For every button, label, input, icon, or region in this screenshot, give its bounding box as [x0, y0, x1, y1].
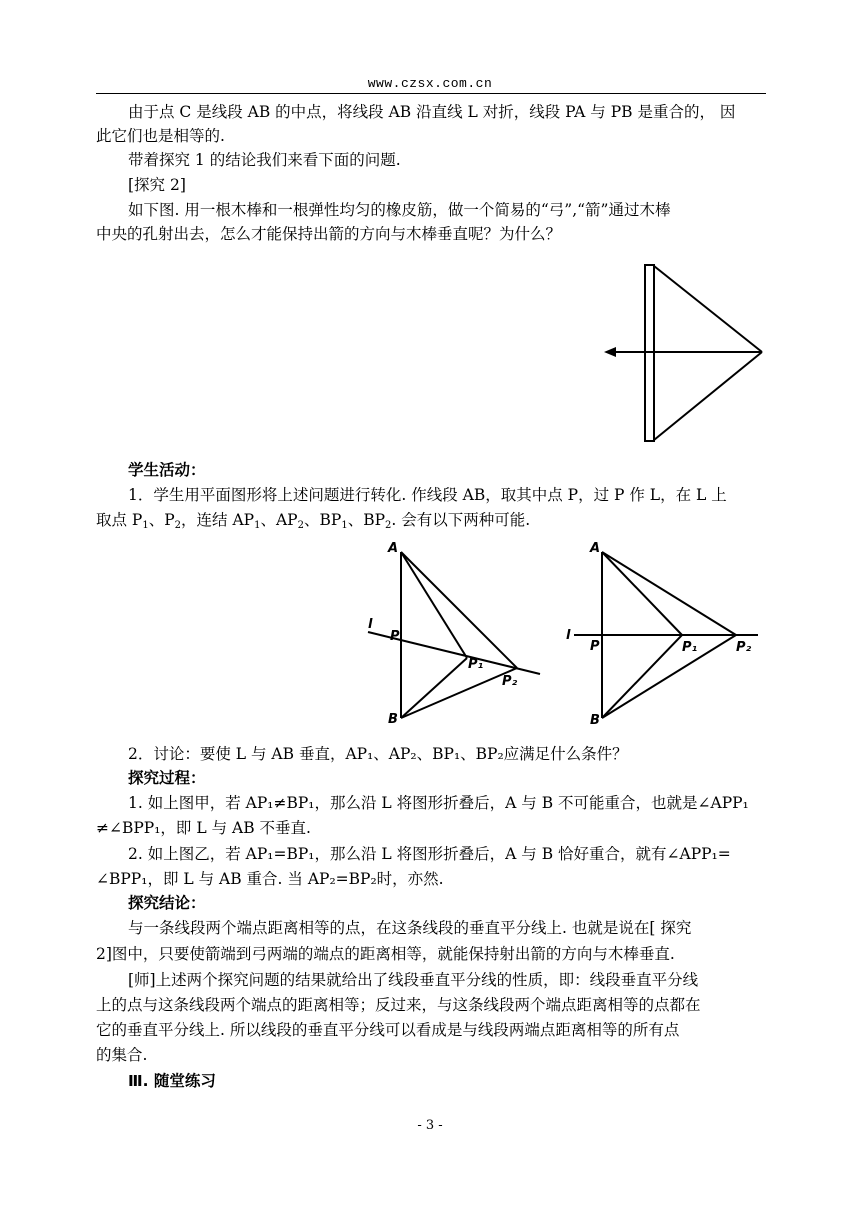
activity-item2: 2．讨论：要使 L 与 AB 垂直，AP₁、AP₂、BP₁、BP₂应满足什么条件？: [128, 745, 628, 763]
bow-string-bottom: [654, 352, 762, 440]
conclusion-line2: 2]图中，只要使箭端到弓两端的端点的距离相等，就能保持射出箭的方向与木棒垂直.: [96, 945, 675, 963]
page-number: - 3 -: [417, 1118, 443, 1133]
label-l: l: [566, 628, 571, 643]
activity-heading: 学生活动：: [128, 461, 206, 479]
label-a: A: [388, 541, 399, 556]
label-p: P: [390, 629, 400, 644]
bow-string-top: [654, 266, 762, 352]
para2: 带着探究 1 的结论我们来看下面的问题.: [128, 151, 401, 169]
process-p2-line1: 2. 如上图乙，若 AP₁=BP₁，那么沿 L 将图形折叠后，A 与 B 恰好重合，就有∠APP₁=: [128, 845, 731, 863]
bow-arrow-figure: [600, 262, 770, 444]
process-heading: 探究过程：: [128, 769, 206, 787]
process-p1-line1: 1. 如上图甲，若 AP₁≠BP₁，那么沿 L 将图形折叠后，A 与 B 不可能重合，也就是∠APP₁: [128, 794, 749, 812]
teacher-line3: 它的垂直平分线上. 所以线段的垂直平分线可以看成是与线段两端点距离相等的所有点: [96, 1021, 680, 1039]
label-a: A: [590, 541, 601, 556]
activity-item1-line2: 取点 $P_1$、$P_2$，连结 $AP_1$、$AP_2$、$BP_1$、$BP_2$. 会有以下两种可能.: [96, 511, 531, 531]
explore2-line2: 中央的孔射出去，怎么才能保持出箭的方向与木棒垂直呢？为什么？: [96, 225, 562, 243]
figure-yi: [560, 538, 770, 730]
label-p1: P₁: [468, 657, 484, 672]
activity-item1-line1: 1．学生用平面图形将上述问题进行转化. 作线段 AB，取其中点 P，过 P 作 L，在 L 上: [128, 486, 727, 504]
label-p2: P₂: [502, 674, 518, 689]
teacher-line4: 的集合.: [96, 1046, 148, 1064]
label-p2: P₂: [736, 640, 752, 655]
process-p1-line2: ≠∠BPP₁，即 L 与 AB 不垂直.: [96, 819, 311, 837]
conclusion-line1: 与一条线段两个端点距离相等的点，在这条线段的垂直平分线上. 也就是说在[ 探究: [128, 919, 692, 937]
figure-jia: [360, 538, 560, 730]
para1-line2: 此它们也是相等的.: [96, 127, 225, 145]
para1-line1: 由于点 C 是线段 AB 的中点，将线段 AB 沿直线 L 对折，线段 PA 与 PB 是重合的， 因: [128, 103, 736, 121]
teacher-line1: [师]上述两个探究问题的结果就给出了线段垂直平分线的性质，即：线段垂直平分线: [128, 971, 699, 989]
conclusion-heading: 探究结论：: [128, 894, 206, 912]
label-p: P: [590, 639, 600, 654]
label-p1: P₁: [682, 640, 698, 655]
arrow-head: [604, 347, 616, 357]
section3-heading: Ⅲ. 随堂练习: [128, 1072, 216, 1090]
process-p2-line2: ∠BPP₁，即 L 与 AB 重合. 当 AP₂=BP₂时，亦然.: [96, 870, 444, 888]
label-l: l: [368, 617, 373, 632]
explore2-line1: 如下图. 用一根木棒和一根弹性均匀的橡皮筋，做一个简易的“弓”,“箭”通过木棒: [128, 201, 671, 219]
header-rule: [96, 93, 766, 94]
explore2-heading: [探究 2]: [128, 176, 186, 194]
label-b: B: [388, 712, 398, 727]
label-b: B: [590, 713, 600, 728]
header-url: www.czsx.com.cn: [367, 76, 493, 91]
teacher-line2: 上的点与这条线段两个端点的距离相等；反过来，与这条线段两个端点距离相等的点都在: [96, 996, 701, 1014]
